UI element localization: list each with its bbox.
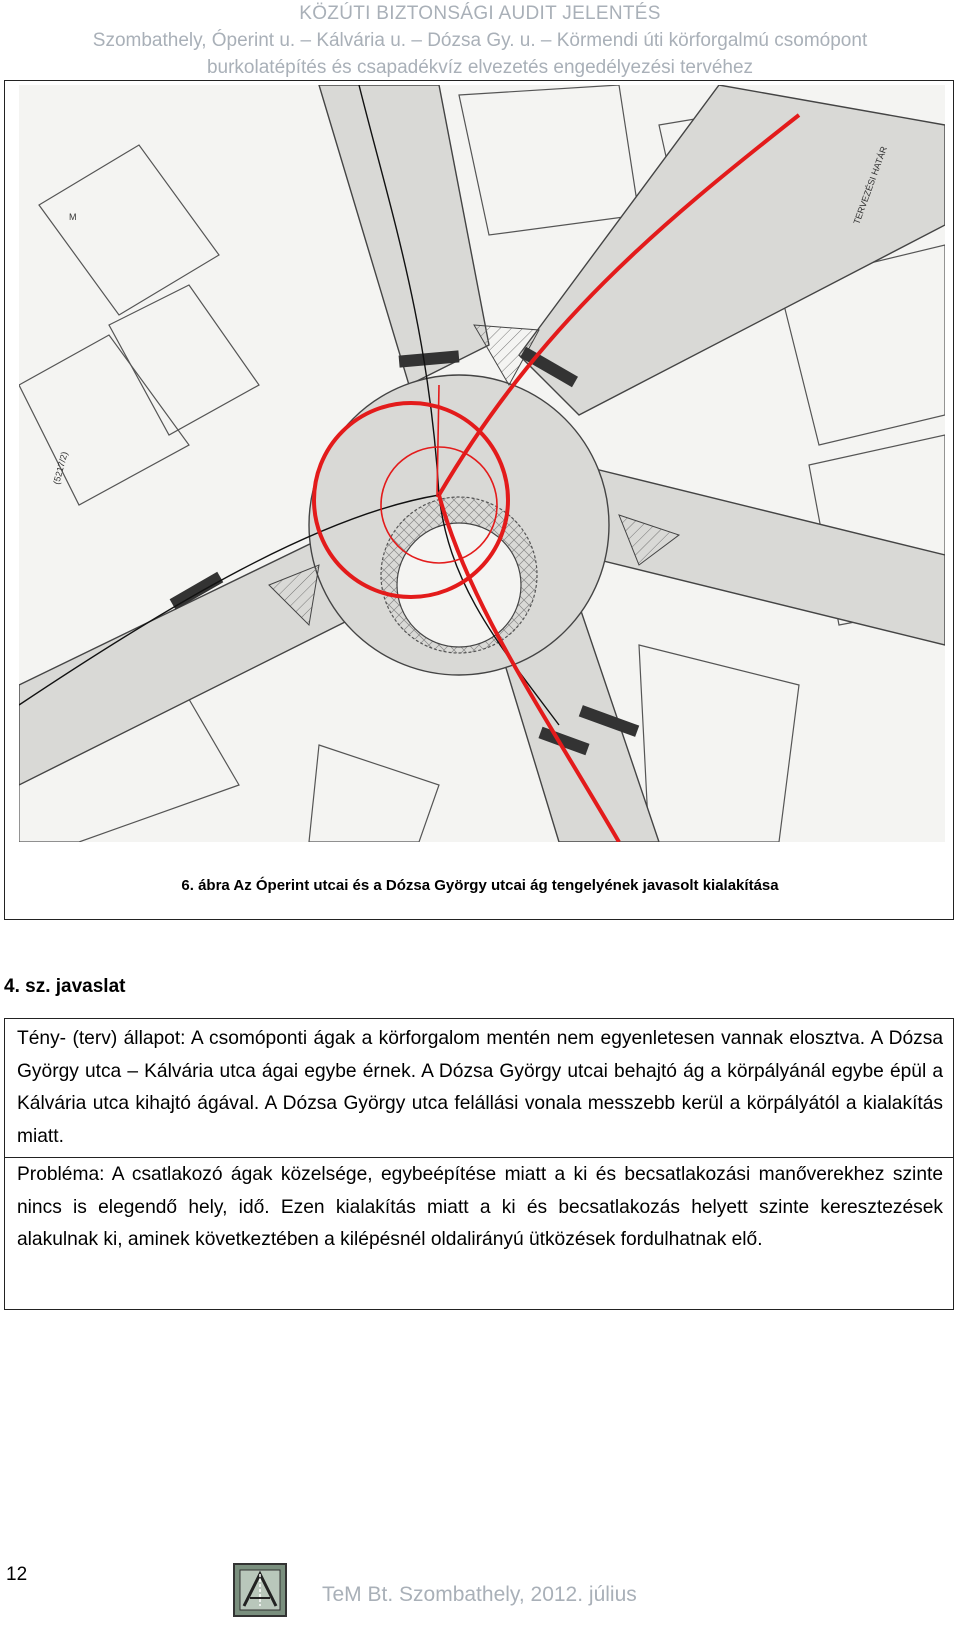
table-divider: [5, 1157, 953, 1158]
lot-label: M: [69, 212, 77, 222]
company-logo-icon: [232, 1562, 288, 1618]
current-state-text: Tény- (terv) állapot: A csomóponti ágak a körforgalom mentén nem egyenletesen vannak elosztva. A Dózsa György utca – Kálvária utca ágai egybe érnek. A Dózsa György utcai behajtó ág a körpályánál egybe épül a Kálvária utca kihajtó ágával. A Dózsa György utca felállási vonala messzebb kerül a körpályától a kialakítás miatt.: [17, 1028, 943, 1147]
parcel-label: (5217/2): [51, 450, 70, 486]
header-title: KÖZÚTI BIZTONSÁGI AUDIT JELENTÉS: [299, 3, 661, 24]
proposal-table: [4, 1018, 954, 1310]
planning-boundary-label: TERVEZÉSI HATÁR: [851, 145, 889, 226]
proposal-heading: 4. sz. javaslat: [4, 976, 126, 997]
footer-text: TeM Bt. Szombathely, 2012. július: [322, 1583, 637, 1606]
roundabout-plan-drawing: [19, 85, 945, 842]
header-location: Szombathely, Óperint u. – Kálvária u. – Dózsa Gy. u. – Körmendi úti körforgalmú csomópont: [92, 30, 868, 51]
roundabout-plan-svg: [19, 85, 945, 842]
page-header: [0, 0, 960, 81]
page-number: 12: [6, 1564, 28, 1585]
header-subject: burkolatépítés és csapadékvíz elvezetés engedélyezési tervéhez: [206, 57, 754, 78]
figure-caption: 6. ábra Az Óperint utcai és a Dózsa György utcai ág tengelyének javasolt kialakítása: [181, 877, 779, 894]
problem-text: Probléma: A csatlakozó ágak közelsége, egybeépítése miatt a ki és becsatlakozási manőverekhez szinte nincs is elegendő hely, idő. Ezen kialakítás miatt a ki és becsatlakozás helyett szinte keresztezések alakulnak ki, aminek következtében a kilépésnél oldalirányú ütközések fordulhatnak elő.: [17, 1164, 943, 1250]
figure-frame: [4, 80, 954, 920]
